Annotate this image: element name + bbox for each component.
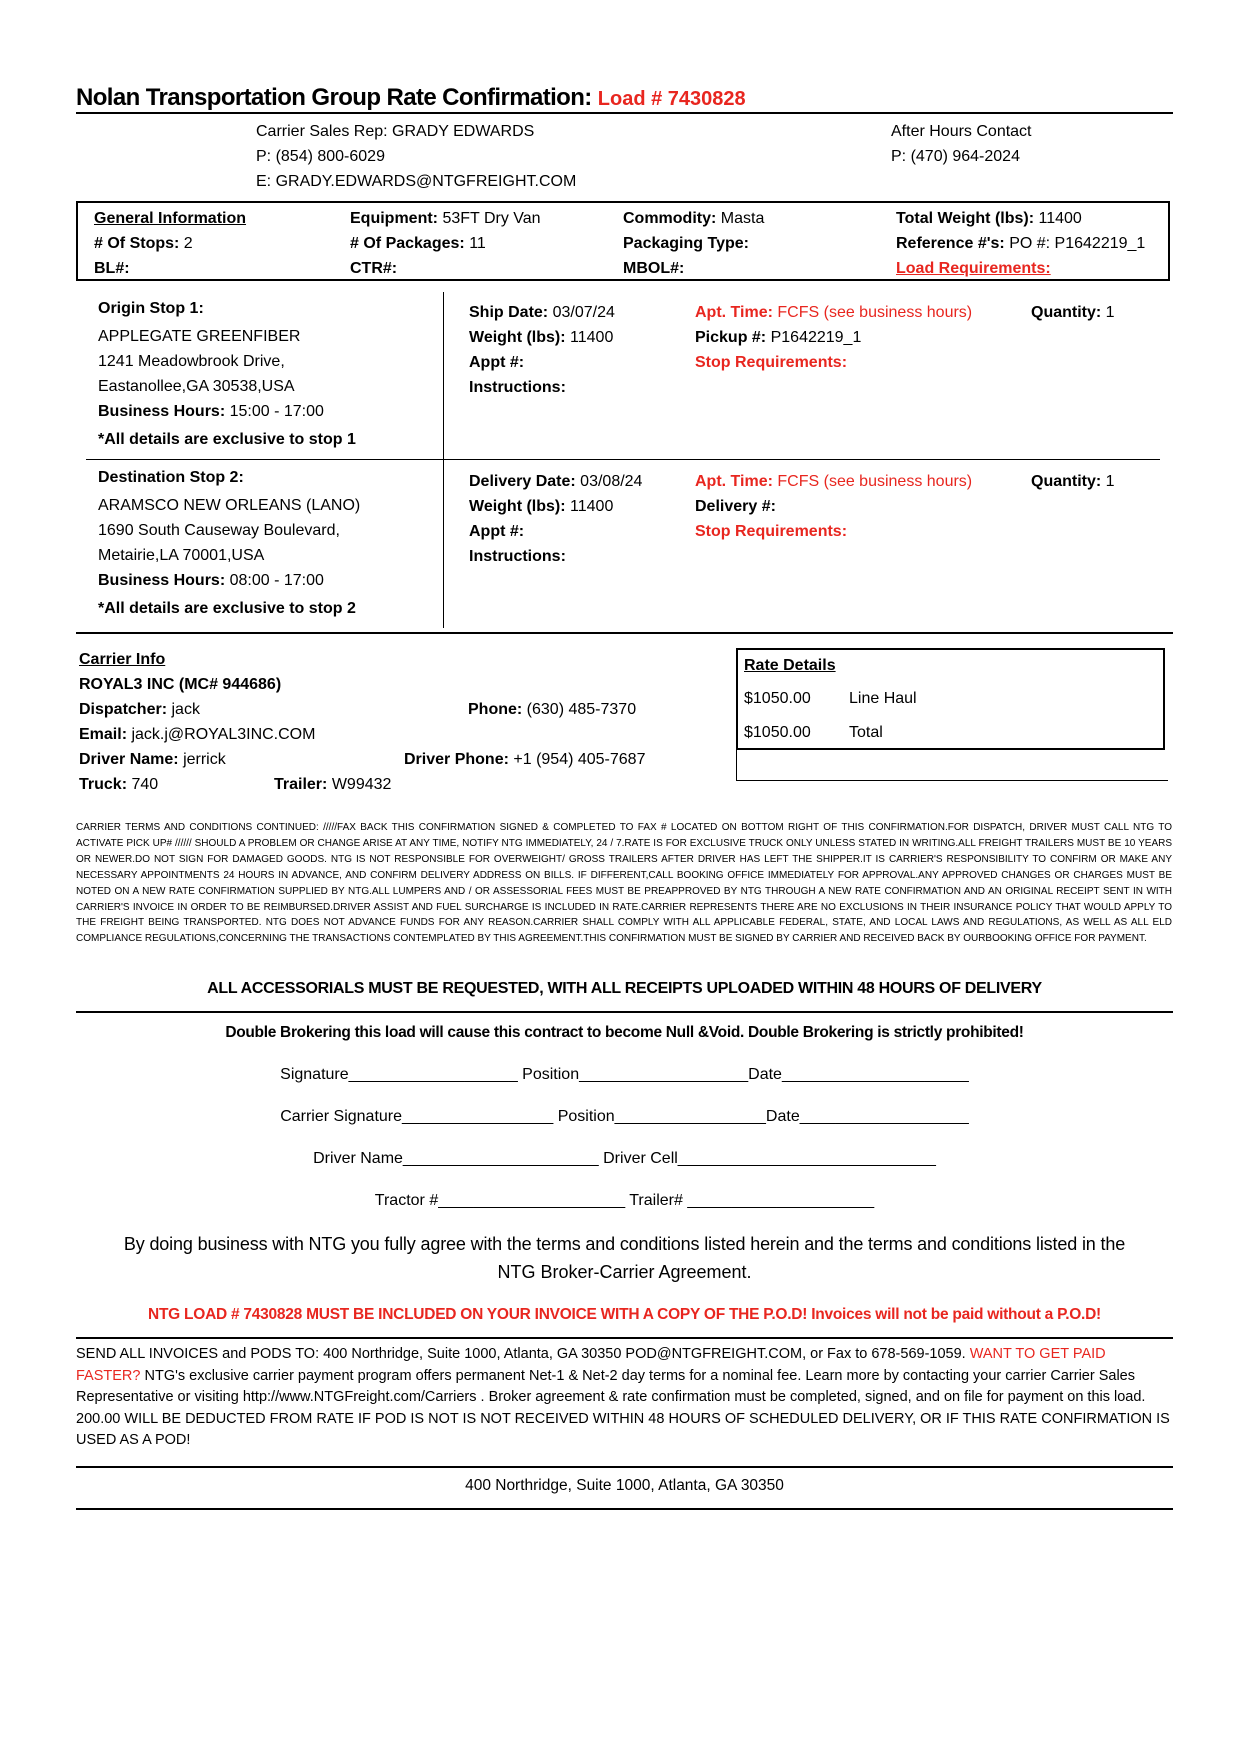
stops-bottom-divider [76, 632, 1173, 634]
sales-rep-email: E: GRADY.EDWARDS@NTGFREIGHT.COM [256, 173, 577, 190]
packages-field: # Of Packages: 11 [350, 235, 486, 252]
title-text: Nolan Transportation Group Rate Confirmation: [76, 84, 592, 111]
driver-line[interactable]: Driver Name______________________ Driver Cell_____________________________ [313, 1150, 936, 1167]
origin-hours: Business Hours: 15:00 - 17:00 [98, 403, 324, 420]
delivery-number: Delivery #: [695, 498, 776, 515]
destination-heading: Destination Stop 2: [98, 469, 244, 486]
carrier-info-heading: Carrier Info [79, 651, 166, 668]
carrier-name: ROYAL3 INC (MC# 944686) [79, 676, 282, 693]
destination-hours: Business Hours: 08:00 - 17:00 [98, 572, 324, 589]
destination-address-line2: Metairie,LA 70001,USA [98, 547, 265, 564]
terms-and-conditions: CARRIER TERMS AND CONDITIONS CONTINUED: /////FAX BACK THIS CONFIRMATION SIGNED & COMPLETED TO FAX # LOCATED ON BOTTOM RIGHT OF THIS CONFIRMATION.FOR DISPATCH, DRIVER MUST CALL NTG TO ACTIVATE PICK UP# ////// SHOULD A PROBLEM OR CHANGE ARISE AT ANY TIME, NOTIFY NTG IMMEDIATELY, 24 / 7.RATE IS FOR EXCLUSIVE TRUCK ONLY UNLESS STATED IN WRITING.ALL FREIGHT TRAILERS MUST BE 10 YEARS OR NEWER.DO NOT SIGN FOR DAMAGED GOODS. NTG IS NOT RESPONSIBLE FOR OVERWEIGHT/ GROSS TRAILERS AFTER DRIVER HAS LEFT THE SHIPPER.IT IS CARRIER'S RESPONSIBILITY TO CONFIRM OR MAKE ANY NECESSARY APPOINTMENTS 24 HOURS IN ADVANCE, AND CONFIRM DELIVERY ADDRESS ON BILLS. IF DIFFERENT,CALL BOOKING OFFICE IMMEDIATELY FOR APPROVAL.ANY APPROVED CHANGES OR CHARGES MUST BE NOTED ON A NEW RATE CONFIRMATION SUPPLIED BY NTG.ALL LUMPERS AND / OR ASSESSORIAL FEES MUST BE PREAPPROVED BY NTG THROUGH A NEW RATE CONFIRMATION AND AN ORIGINAL RECEIPT SENT IN WITH CARRIER'S INVOICE IN ORDER TO BE REIMBURSED.DRIVER ASSIST AND FUEL SURCHARGE IS INCLUDED IN RATE.CARRIER REPRESENTS THERE ARE NO EXCLUSIONS IN THEIR INSURANCE POLICY THAT WOULD APPLY TO THE FREIGHT BEING TRANSPORTED. NTG DOES NOT ADVANCE FUNDS FOR ANY REASON.CARRIER SHALL COMPLY WITH ALL APPLICABLE FEDERAL, STATE, AND LOCAL LAWS AND REGULATIONS, AS WELL AS ALL ELD COMPLIANCE REGULATIONS,CONCERNING THE TRANSACTIONS CONTEMPLATED BY THIS AGREEMENT.THIS CONFIRMATION MUST BE SIGNED BY CARRIER AND RECEIVED BACK BY OURBOOKING OFFICE FOR PAYMENT. [76, 822, 1172, 945]
dispatcher: Dispatcher: jack [79, 701, 200, 718]
tractor-trailer-line[interactable]: Tractor #_____________________ Trailer# _____________________ [374, 1192, 875, 1209]
accessorials-divider [76, 1011, 1173, 1013]
rate-details-heading: Rate Details [744, 657, 836, 674]
origin-stop-requirements: Stop Requirements: [695, 354, 848, 371]
destination-apt-time: Apt. Time: FCFS (see business hours) [695, 473, 973, 490]
rate-bottom-line [736, 780, 1168, 781]
agreement-line-1: By doing business with NTG you fully agree with the terms and conditions listed herein and the terms and conditions listed in the [123, 1234, 1126, 1254]
ctr-field: CTR#: [350, 260, 398, 277]
sales-rep-phone: P: (854) 800-6029 [256, 148, 385, 165]
driver-name: Driver Name: jerrick [79, 751, 226, 768]
stops-divider-horizontal [86, 459, 1160, 460]
destination-address-line1: 1690 South Causeway Boulevard, [98, 522, 340, 539]
ship-date: Ship Date: 03/07/24 [469, 304, 615, 321]
footer-bottom-divider [76, 1508, 1173, 1510]
carrier-email: Email: jack.j@ROYAL3INC.COM [79, 726, 316, 743]
destination-appt: Appt #: [469, 523, 525, 540]
load-number: Load # 7430828 [597, 88, 746, 110]
mbol-field: MBOL#: [623, 260, 685, 277]
page-title [76, 84, 746, 112]
origin-apt-time: Apt. Time: FCFS (see business hours) [695, 304, 973, 321]
destination-instructions: Instructions: [469, 548, 566, 565]
driver-phone: Driver Phone: +1 (954) 405-7687 [404, 751, 646, 768]
invoice-notice: NTG LOAD # 7430828 MUST BE INCLUDED ON YOUR INVOICE WITH A COPY OF THE P.O.D! Invoices will not be paid without a P.O.D! [148, 1306, 1101, 1323]
stops-field: # Of Stops: 2 [94, 235, 193, 252]
after-hours-label: After Hours Contact [891, 123, 1032, 140]
bl-field: BL#: [94, 260, 130, 277]
packaging-field: Packaging Type: [623, 235, 749, 252]
signature-line[interactable]: Signature___________________ Position___________________Date_____________________ [280, 1066, 969, 1083]
send-invoices-paragraph: SEND ALL INVOICES and PODS TO: 400 Northridge, Suite 1000, Atlanta, GA 30350 POD@NTGFREIGHT.COM, or Fax to 678-569-1059. WANT TO GET PAID FASTER? NTG's exclusive carrier payment program offers permanent Net-1 & Net-2 day terms for a nominal fee. Learn more by contacting your carrier Carrier Sales Representative or visiting http://www.NTGFreight.com/Carriers . Broker agreement & rate confirmation must be completed, signed, and on file for payment on this load. 200.00 WILL BE DEDUCTED FROM RATE IF POD IS NOT IS NOT RECEIVED WITHIN 48 HOURS OF SCHEDULED DELIVERY, OR IF THIS RATE CONFIRMATION IS USED AS A POD! [76, 1346, 1170, 1449]
destination-stop-requirements: Stop Requirements: [695, 523, 848, 540]
total-weight-field: Total Weight (lbs): 11400 [896, 210, 1082, 227]
footer-top-divider [76, 1466, 1173, 1468]
origin-exclusive-note: *All details are exclusive to stop 1 [98, 431, 356, 448]
origin-address-line2: Eastanollee,GA 30538,USA [98, 378, 295, 395]
commodity-field: Commodity: Masta [623, 210, 765, 227]
delivery-date: Delivery Date: 03/08/24 [469, 473, 643, 490]
carrier-phone: Phone: (630) 485-7370 [468, 701, 637, 718]
title-divider [76, 112, 1173, 114]
reference-field: Reference #'s: PO #: P1642219_1 [896, 235, 1146, 252]
equipment-field: Equipment: 53FT Dry Van [350, 210, 541, 227]
origin-instructions: Instructions: [469, 379, 566, 396]
paid-faster-callout: WANT TO GET PAID FASTER? [76, 1346, 1106, 1384]
agreement-line-2: NTG Broker-Carrier Agreement. [497, 1262, 752, 1282]
footer-address: 400 Northridge, Suite 1000, Atlanta, GA 30350 [465, 1477, 784, 1494]
destination-exclusive-note: *All details are exclusive to stop 2 [98, 600, 356, 617]
trailer: Trailer: W99432 [274, 776, 392, 793]
origin-address-line1: 1241 Meadowbrook Drive, [98, 353, 285, 370]
pickup-number: Pickup #: P1642219_1 [695, 329, 862, 346]
origin-name: APPLEGATE GREENFIBER [98, 328, 301, 345]
truck: Truck: 740 [79, 776, 159, 793]
destination-quantity: Quantity: 1 [1031, 473, 1115, 490]
invoice-divider [76, 1337, 1173, 1339]
accessorials-notice: ALL ACCESSORIALS MUST BE REQUESTED, WITH ALL RECEIPTS UPLOADED WITHIN 48 HOURS OF DELIVERY [207, 980, 1042, 997]
destination-name: ARAMSCO NEW ORLEANS (LANO) [98, 497, 361, 514]
rate-row-amount: $1050.00 [744, 724, 811, 741]
origin-appt: Appt #: [469, 354, 525, 371]
rate-row-desc: Line Haul [849, 690, 917, 707]
destination-weight: Weight (lbs): 11400 [469, 498, 614, 515]
after-hours-phone: P: (470) 964-2024 [891, 148, 1020, 165]
origin-quantity: Quantity: 1 [1031, 304, 1115, 321]
sales-rep: Carrier Sales Rep: GRADY EDWARDS [256, 123, 535, 140]
load-requirements-link[interactable]: Load Requirements: [896, 260, 1051, 277]
rate-row-desc: Total [849, 724, 883, 741]
origin-weight: Weight (lbs): 11400 [469, 329, 614, 346]
double-brokering-notice: Double Brokering this load will cause this contract to become Null &Void. Double Brokering is strictly prohibited! [225, 1024, 1024, 1041]
general-info-heading: General Information [94, 210, 247, 227]
stops-divider-vertical [443, 292, 444, 628]
rate-row-amount: $1050.00 [744, 690, 811, 707]
carrier-signature-line[interactable]: Carrier Signature_________________ Position_________________Date___________________ [280, 1108, 969, 1125]
origin-heading: Origin Stop 1: [98, 300, 204, 317]
